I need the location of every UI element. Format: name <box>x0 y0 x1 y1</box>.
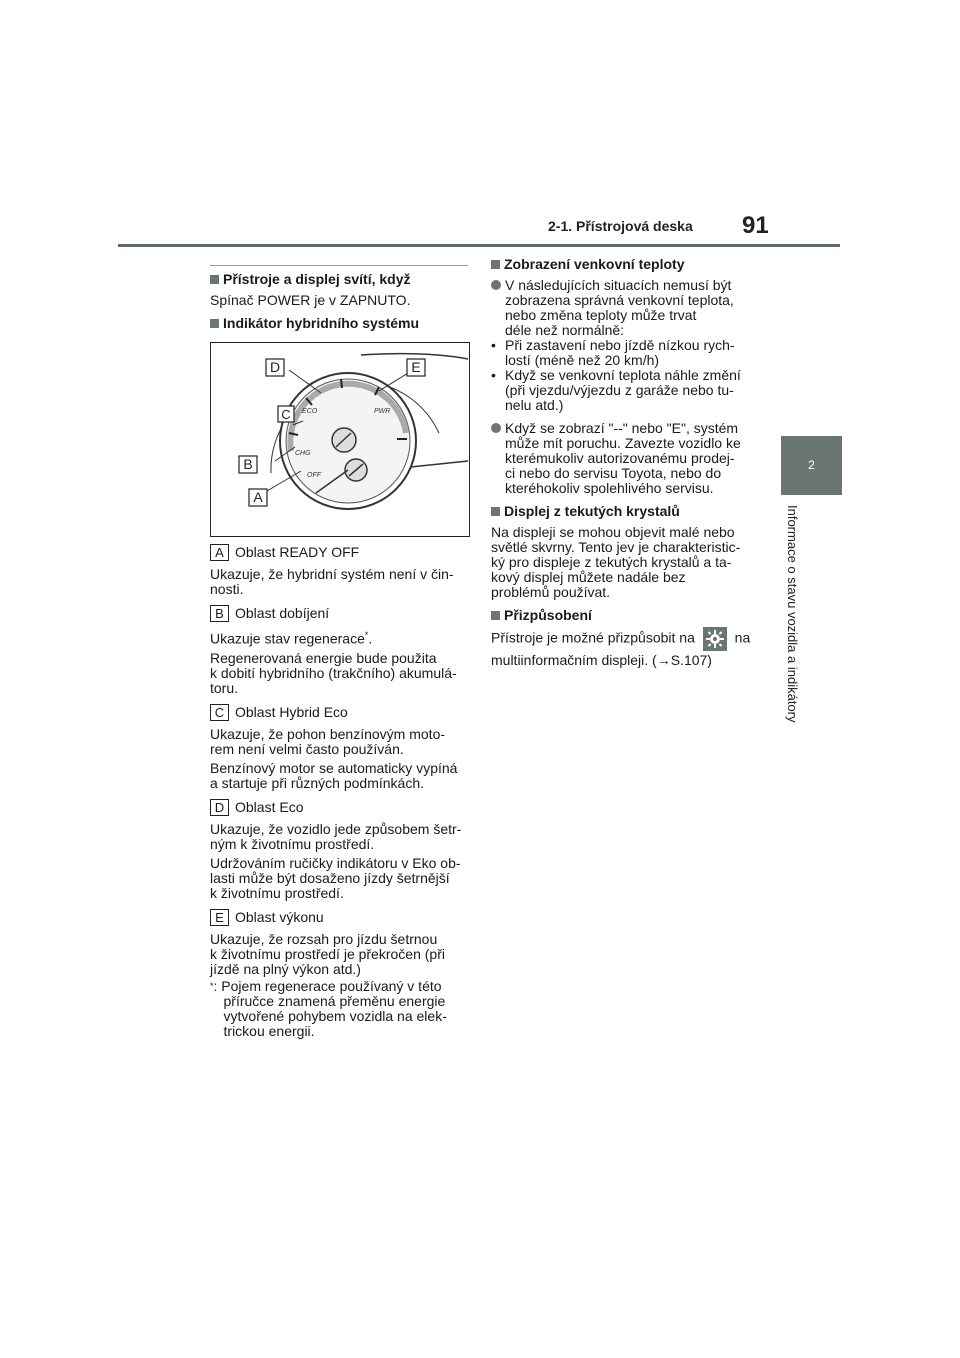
dial-label-pwr: PWR <box>374 408 391 415</box>
item-e-title: E Oblast výkonu <box>210 909 472 926</box>
heading-customization: Přizpůsobení <box>491 608 761 623</box>
footnote-line-3: vytvořené pohybem vozidla na elek- <box>223 1007 447 1024</box>
gear-icon <box>703 627 727 651</box>
item-b-line-4: toru. <box>210 679 239 696</box>
square-bullet-icon <box>210 275 219 284</box>
item-e-line-2: k životnímu prostředí je překročen (při <box>210 945 445 962</box>
chapter-tab: 2 <box>781 436 842 495</box>
letter-box-d: D <box>210 799 229 816</box>
footnote-body <box>214 979 447 1039</box>
footnote-line-1: : Pojem regenerace používaný v této <box>213 977 442 994</box>
square-bullet-icon <box>491 260 500 269</box>
item-b-line-main: Ukazuje stav regenerace*. <box>210 630 373 647</box>
letter-box-e: E <box>210 909 229 926</box>
gauge-illustration <box>211 343 469 536</box>
heading-outside-temp: Zobrazení venkovní teploty <box>491 257 761 272</box>
square-bullet-icon <box>491 611 500 620</box>
item-c-line-2: rem není velmi často používán. <box>210 740 404 757</box>
temp-bullet-2: Když se zobrazí "--" nebo "E", systém může mít poruchu. Zavezte vozidlo ke kterémukoliv autorizovanému prodej- ci nebo do servisu Toyota, nebo do kteréhokoliv spolehlivého servisu. <box>491 421 761 496</box>
temp-sub-bullet-1: • Při zastavení nebo jízdě nízkou rych- lostí (méně než 20 km/h) <box>491 337 735 368</box>
heading-lights: Přístroje a displej svítí, když <box>210 272 472 287</box>
footnote <box>210 979 472 1039</box>
item-b-title: B Oblast dobíjení <box>210 605 472 622</box>
item-b-line-3: k dobití hybridního (trakčního) akumulá- <box>210 664 457 681</box>
item-a-line-2: nosti. <box>210 581 244 597</box>
callout-c: C <box>281 407 291 422</box>
footnote-mark: * <box>210 980 214 991</box>
item-a-line-1: Ukazuje, že hybridní systém není v čin- <box>210 566 454 582</box>
callout-e: E <box>411 359 421 375</box>
hybrid-indicator-figure <box>210 342 470 537</box>
letter-box-c: C <box>210 704 229 721</box>
temp-sub-bullet-2: • Když se venkovní teplota náhle změní (při vjezdu/výjezdu z garáže nebo tu- nelu atd.) <box>491 367 741 413</box>
footnote-line-4: trickou energii. <box>223 1022 315 1039</box>
dial-label-off: OFF <box>307 472 321 479</box>
callout-a: A <box>253 489 263 505</box>
square-bullet-icon <box>210 319 219 328</box>
item-e-line-3: jízdě na plný výkon atd.) <box>210 960 361 977</box>
chapter-side-text <box>775 505 815 765</box>
item-c-line-4: a startuje při různých podmínkách. <box>210 774 424 791</box>
dial-label-eco: ECO <box>302 408 318 415</box>
letter-box-b: B <box>210 605 229 622</box>
letter-box-a: A <box>210 544 229 561</box>
left-top-rule <box>210 265 468 266</box>
item-a-title: A Oblast READY OFF <box>210 544 472 561</box>
square-bullet-icon <box>491 507 500 516</box>
chapter-side-label: Informace o stavu vozidla a indikátory <box>785 505 800 723</box>
item-d-line-5: k životnímu prostředí. <box>210 884 344 901</box>
temp-bullet-1: V následujících situacích nemusí být zobrazena správná venkovní teplota, nebo změna teploty může trvat déle než normálně: <box>491 278 761 338</box>
left-column <box>210 272 472 331</box>
heading-hybrid-indicator: Indikátor hybridního systému <box>210 316 472 331</box>
heading-lights-text: Spínač POWER je v ZAPNUTO. <box>210 292 411 308</box>
item-d-line-4: lasti může být dosaženo jízdy šetrnější <box>210 869 450 886</box>
right-column <box>491 257 761 668</box>
item-c-line-3: Benzínový motor se automaticky vypíná <box>210 759 458 776</box>
left-items <box>210 544 472 1039</box>
item-e-line-1: Ukazuje, že rozsah pro jízdu šetrnou <box>210 930 438 947</box>
circle-bullet-icon <box>491 280 501 290</box>
item-d-title: D Oblast Eco <box>210 799 472 816</box>
customization-line-2: multiinformačním displeji. (→S.107) <box>491 652 712 668</box>
item-d-line-2: ným k životnímu prostředí. <box>210 835 375 852</box>
customization-line-1: Přístroje je možné přizpůsobit na na <box>491 627 761 651</box>
item-b-line-2: Regenerovaná energie bude použita <box>210 649 437 666</box>
lcd-text: Na displeji se mohou objevit malé nebo světlé skvrny. Tento jev je charakteristic- ký pro displeje z tekutých krystalů a ta- kový displej můžete nadále bez problémů používat. <box>491 524 741 600</box>
header-rule <box>118 244 840 247</box>
section-title: 2-1. Přístrojová deska <box>548 218 693 234</box>
callout-b: B <box>243 456 253 472</box>
item-d-line-3: Udržováním ručičky indikátoru v Eko ob- <box>210 854 461 871</box>
dial-label-chg: CHG <box>295 450 311 457</box>
item-d-line-1: Ukazuje, že vozidlo jede způsobem šetr- <box>210 820 462 837</box>
footnote-line-2: příručce znamená přeměnu energie <box>223 992 446 1009</box>
page-number: 91 <box>742 212 769 239</box>
heading-lcd: Displej z tekutých krystalů <box>491 504 761 519</box>
circle-bullet-icon <box>491 423 501 433</box>
item-c-line-1: Ukazuje, že pohon benzínovým moto- <box>210 725 446 742</box>
item-c-title: C Oblast Hybrid Eco <box>210 704 472 721</box>
callout-d: D <box>269 359 281 375</box>
